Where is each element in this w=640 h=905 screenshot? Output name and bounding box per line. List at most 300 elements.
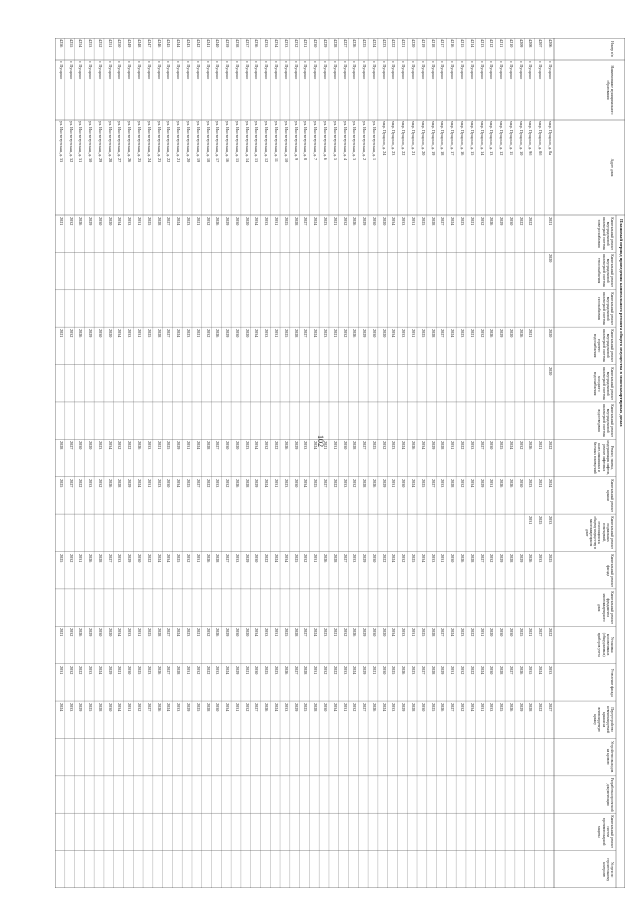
row-year: 2031 (146, 478, 152, 488)
row-year: 2021 (58, 217, 64, 226)
row-settlement: г. Пущино (342, 61, 348, 80)
header-work-11: Установка коллективных (общедомовых) приборов учета (597, 633, 614, 657)
row-address: ул. Институтская, д. 29 (97, 121, 103, 163)
row-year: 2020 (508, 329, 514, 338)
row-num: 4223 (381, 39, 387, 48)
row-year: 2031 (274, 478, 280, 488)
row-settlement: г. Пущино (459, 61, 465, 80)
row-settlement: г. Пущино (205, 61, 211, 80)
row-year: 2034 (117, 628, 123, 637)
row-year: 2022 (548, 441, 553, 450)
row-year: 2030 (107, 703, 113, 712)
row-settlement: г. Пущино (88, 61, 94, 80)
row-year: 2029 (440, 665, 446, 675)
row-year: 2030 (371, 217, 377, 226)
row-settlement: г. Пущино (371, 61, 377, 80)
row-settlement: г. Пущино (97, 61, 103, 80)
row-settlement: г. Пущино (548, 61, 553, 80)
row-year: 2026 (156, 665, 162, 675)
row-address: ул. Институтская, д. 5 (332, 121, 338, 161)
row-year: 2021 (244, 665, 250, 675)
row-year: 2034 (332, 703, 338, 712)
row-settlement: г. Пущино (440, 61, 446, 80)
row-year: 2029 (244, 553, 250, 562)
row-year: 2026 (215, 628, 221, 637)
row-year: 2029 (362, 628, 368, 637)
row-num: 4213 (479, 39, 485, 48)
row-year: 2030 (97, 329, 103, 338)
row-year: 2021 (195, 329, 201, 338)
row-num: 4228 (332, 39, 338, 48)
row-year: 2030 (234, 217, 240, 226)
row-year: 2032 (401, 553, 407, 562)
row-year: 2030 (254, 665, 260, 675)
row-num: 4237 (244, 39, 250, 48)
row-year: 2034 (117, 329, 123, 338)
row-year: 2028 (293, 217, 299, 226)
row-year: 2027 (479, 441, 485, 450)
row-num: 4226 (352, 39, 358, 48)
row-year: 2034 (303, 478, 309, 488)
row-year: 2023 (185, 217, 191, 226)
row-address: ул. Институтская, д. 32 (68, 121, 74, 163)
header-work-16: Капитальный ремонт систем противопожарной защиты (597, 815, 614, 849)
row-num: 4230 (313, 39, 319, 48)
row-year: 2021 (548, 217, 553, 226)
row-year: 2023 (459, 329, 465, 338)
row-address: мкр. Пущино, д. 17 (450, 121, 456, 156)
row-year: 2029 (362, 665, 368, 675)
row-year: 2021 (322, 441, 328, 450)
row-year: 2025 (264, 665, 270, 675)
row-year: 2030 (215, 703, 221, 712)
row-year: 2028 (430, 665, 436, 675)
row-address: ул. Институтская, д. 26 (127, 121, 133, 163)
row-num: 4248 (137, 39, 143, 48)
row-year: 2029 (293, 703, 299, 712)
row-year: 2032 (97, 478, 103, 488)
row-address: ул. Институтская, д. 16 (225, 121, 231, 163)
row-year: 2020 (244, 217, 250, 226)
row-year: 2029 (401, 703, 407, 712)
row-year: 2030 (499, 628, 505, 637)
row-year: 2030 (420, 703, 426, 712)
row-year: 2020 (107, 628, 113, 637)
row-year: 2026 (78, 329, 84, 338)
row-num: 4215 (459, 39, 465, 48)
row-year: 2034 (107, 441, 113, 450)
row-num: 4238 (234, 39, 240, 48)
row-settlement: г. Пущино (401, 61, 407, 80)
row-year: 2021 (469, 329, 475, 338)
row-year: 2024 (58, 703, 64, 712)
row-year: 2027 (166, 665, 172, 675)
row-num: 4219 (420, 39, 426, 48)
row-year: 2034 (469, 478, 475, 488)
row-year: 2022 (469, 628, 475, 637)
row-year: 2030 (508, 628, 514, 637)
row-year: 2022 (459, 441, 465, 450)
row-year: 2020 (107, 329, 113, 338)
row-year: 2030 (166, 478, 172, 488)
row-year: 2033 (264, 329, 270, 338)
row-settlement: г. Пущино (411, 61, 417, 80)
row-year: 2029 (88, 628, 94, 637)
row-year: 2023 (97, 441, 103, 450)
row-year: 2026 (440, 703, 446, 712)
row-address: ул. Институтская, д. 24 (146, 121, 152, 163)
row-year: 2033 (68, 703, 74, 712)
header-work-2: Капитальный ремонт внутридомовой инженерной системы газоснабжения (597, 292, 614, 325)
row-year: 2031 (234, 703, 240, 712)
row-year: 2032 (185, 553, 191, 562)
row-year: 2031 (274, 217, 280, 226)
row-year: 2025 (391, 665, 397, 675)
row-num: 4212 (489, 39, 495, 48)
row-num: 4250 (117, 39, 123, 48)
row-settlement: г. Пущино (244, 61, 250, 80)
row-year: 2020 (244, 628, 250, 637)
row-num: 4207 (538, 39, 544, 48)
row-address: мкр. Пущино, д. 23 (391, 121, 397, 156)
row-year: 2033 (264, 628, 270, 637)
row-year: 2032 (117, 441, 123, 450)
row-address: мкр. Пущино, д. 8а (548, 121, 553, 156)
row-year: 2031 (185, 441, 191, 450)
row-year: 2026 (518, 329, 524, 338)
row-year: 2031 (391, 478, 397, 488)
row-year: 2020 (381, 628, 387, 637)
row-settlement: г. Пущино (499, 61, 505, 80)
row-num: 4220 (411, 39, 417, 48)
row-num: 4236 (254, 39, 260, 48)
row-year: 2020 (234, 441, 240, 450)
row-year: 2027 (303, 217, 309, 226)
row-year: 2029 (430, 441, 436, 450)
row-settlement: г. Пущино (489, 61, 495, 80)
row-settlement: г. Пущино (254, 61, 260, 80)
row-year: 2031 (313, 553, 319, 562)
row-year: 2030 (127, 665, 133, 675)
row-year: 2033 (391, 703, 397, 712)
row-year: 2023 (156, 478, 162, 488)
row-year: 2030 (508, 217, 514, 226)
row-year: 2033 (548, 665, 553, 675)
row-year: 2022 (205, 665, 211, 675)
row-year: 2031 (78, 553, 84, 562)
row-address: ул. Институтская, д. 11 (274, 121, 280, 163)
row-settlement: г. Пущино (264, 61, 270, 80)
row-year: 2025 (499, 703, 505, 712)
row-settlement: г. Пущино (166, 61, 172, 80)
row-year: 2028 (430, 217, 436, 226)
header-work-1: Капитальный ремонт внутридомовой инженерной системы теплоснабжения (597, 254, 614, 288)
row-year: 2023 (283, 478, 289, 488)
row-settlement: г. Пущино (127, 61, 133, 80)
row-settlement: г. Пущино (137, 61, 143, 80)
row-year: 2025 (499, 441, 505, 450)
row-settlement: г. Пущино (78, 61, 84, 80)
row-address: ул. Институтская, д. 27 (117, 121, 123, 163)
row-year: 2024 (166, 703, 172, 712)
row-year: 2032 (68, 628, 74, 637)
row-year: 2021 (538, 478, 544, 488)
row-year: 2027 (68, 441, 74, 450)
row-year: 2029 (499, 217, 505, 226)
row-year: 2033 (469, 441, 475, 450)
row-num: 4214 (469, 39, 475, 48)
row-year: 2027 (166, 217, 172, 226)
row-year: 2033 (342, 665, 348, 675)
row-year: 2031 (274, 329, 280, 338)
row-year: 2034 (391, 217, 397, 226)
row-year: 2033 (548, 516, 553, 525)
row-year: 2032 (518, 441, 524, 450)
row-year: 2023 (459, 628, 465, 637)
row-year: 2034 (469, 703, 475, 712)
row-year: 2026 (411, 441, 417, 450)
row-year: 2022 (538, 703, 544, 712)
row-year: 2021 (195, 217, 201, 226)
row-year: 2030 (381, 665, 387, 675)
row-year: 2029 (254, 478, 260, 488)
row-year: 2031 (450, 665, 456, 675)
row-year: 2023 (322, 628, 328, 637)
row-year: 2027 (166, 329, 172, 338)
row-year: 2025 (58, 553, 64, 562)
row-year: 2026 (137, 441, 143, 450)
row-year: 2025 (166, 441, 172, 450)
row-address: ул. Институтская, д. 20 (185, 121, 191, 163)
row-year: 2026 (489, 217, 495, 226)
row-address: ул. Институтская, д. 1 (371, 121, 377, 161)
row-year: 2026 (508, 703, 514, 712)
header-work-6: Ремонт, замена, модернизация лифтов, ремонт лифтовых шахт, машинных и блочных помещений (593, 440, 614, 476)
row-year: 2028 (205, 441, 211, 450)
row-year: 2022 (264, 553, 270, 562)
row-settlement: г. Пущино (146, 61, 152, 80)
row-address: ул. Институтская, д. 25 (137, 121, 143, 163)
row-year: 2021 (58, 329, 64, 338)
row-settlement: г. Пущино (283, 61, 289, 80)
row-year: 2029 (78, 703, 84, 712)
row-year: 2029 (518, 703, 524, 712)
row-address: мкр. Пущино, д. 21 (411, 121, 417, 156)
row-year: 2023 (391, 441, 397, 450)
row-year: 2024 (411, 478, 417, 488)
row-year: 2029 (381, 478, 387, 488)
row-year: 2025 (283, 628, 289, 637)
row-num: 4208 (528, 39, 534, 48)
row-address: ул. Институтская, д. 18 (205, 121, 211, 163)
row-year: 2034 (176, 478, 182, 488)
row-settlement: г. Пущино (518, 61, 524, 80)
row-year: 2025 (313, 478, 319, 488)
row-num: 4222 (391, 39, 397, 48)
row-year: 2025 (293, 553, 299, 562)
row-year: 2025 (88, 703, 94, 712)
row-address: мкр. Пущино, д. 18 (440, 121, 446, 156)
row-address: мкр. Пущино, д. 13 (489, 121, 495, 156)
row-year: 2025 (283, 217, 289, 226)
row-year: 2022 (469, 665, 475, 675)
row-year: 2033 (88, 665, 94, 675)
row-year: 2026 (205, 553, 211, 562)
row-address: ул. Институтская, д. 28 (107, 121, 113, 163)
row-address: ул. Институтская, д. 31 (78, 121, 84, 163)
row-year: 2031 (195, 553, 201, 562)
row-address: мкр. Пущино, д. 16 (459, 121, 465, 156)
header-num: Номер п/п (610, 41, 614, 57)
row-settlement: г. Пущино (332, 61, 338, 80)
row-year: 2028 (313, 703, 319, 712)
row-year: 2026 (78, 217, 84, 226)
row-year: 2025 (420, 478, 426, 488)
row-year: 2031 (127, 703, 133, 712)
row-address: ул. Институтская, д. 2 (362, 121, 368, 161)
row-year: 2034 (391, 329, 397, 338)
row-year: 2025 (420, 329, 426, 338)
row-num: 4251 (107, 39, 113, 48)
row-year: 2027 (450, 703, 456, 712)
row-address: ул. Институтская, д. 8 (303, 121, 309, 161)
row-year: 2028 (430, 329, 436, 338)
row-year: 2033 (352, 553, 358, 562)
row-year: 2029 (225, 217, 231, 226)
row-year: 2026 (528, 441, 534, 450)
row-num: 4234 (274, 39, 280, 48)
row-year: 2030 (322, 703, 328, 712)
row-year: 2032 (342, 329, 348, 338)
row-year: 2027 (215, 441, 221, 450)
row-address: ул. Институтская, д. 13 (254, 121, 260, 163)
row-year: 2024 (450, 217, 456, 226)
row-settlement: г. Пущино (156, 61, 162, 80)
row-year: 2022 (205, 478, 211, 488)
row-year: 2022 (78, 478, 84, 488)
row-year: 2025 (303, 703, 309, 712)
row-year: 2030 (371, 329, 377, 338)
header-work-15: Разработка проектной документации (605, 777, 614, 812)
row-settlement: г. Пущино (117, 61, 123, 80)
row-year: 2027 (166, 628, 172, 637)
row-year: 2028 (352, 441, 358, 450)
row-year: 2029 (518, 553, 524, 562)
row-year: 2029 (176, 441, 182, 450)
row-year: 2035 (528, 665, 534, 675)
row-year: 2026 (78, 628, 84, 637)
row-year: 2032 (459, 665, 465, 675)
row-year: 2029 (362, 329, 368, 338)
row-settlement: г. Пущино (58, 61, 64, 80)
row-year: 2024 (274, 553, 280, 562)
row-year: 2033 (489, 703, 495, 712)
row-year: 2023 (322, 217, 328, 226)
row-num: 4247 (146, 39, 152, 48)
row-year: 2028 (117, 478, 123, 488)
row-year: 2031 (332, 441, 338, 450)
row-year: 2028 (244, 478, 250, 488)
row-year: 2034 (391, 628, 397, 637)
row-address: ул. Институтская, д. 22 (166, 121, 172, 163)
row-year: 2028 (362, 478, 368, 488)
row-year: 2031 (411, 217, 417, 226)
row-address: ул. Институтская, д. 19 (195, 121, 201, 163)
row-settlement: г. Пущино (195, 61, 201, 80)
row-year: 2032 (342, 217, 348, 226)
row-year: 2033 (127, 329, 133, 338)
row-year: 2026 (352, 329, 358, 338)
row-year: 2033 (234, 553, 240, 562)
row-year: 2024 (548, 478, 553, 488)
row-year: 2029 (499, 553, 505, 562)
row-year: 2022 (381, 553, 387, 562)
row-year: 2025 (146, 217, 152, 226)
header-work-4: Капитальный ремонт внутридомовой инженерной системы холодного водоснабжения (593, 366, 614, 400)
row-year: 2027 (548, 703, 553, 712)
row-year: 2026 (215, 329, 221, 338)
row-year: 2025 (176, 553, 182, 562)
row-num: 4225 (362, 39, 368, 48)
row-year: 2027 (225, 553, 231, 562)
row-year: 2032 (68, 665, 74, 675)
row-year: 2024 (391, 553, 397, 562)
row-year: 2027 (107, 553, 113, 562)
row-year: 2031 (479, 628, 485, 637)
row-year: 2026 (156, 703, 162, 712)
row-num: 4221 (401, 39, 407, 48)
row-year: 2027 (362, 441, 368, 450)
row-year: 2033 (303, 441, 309, 450)
row-year: 2023 (274, 665, 280, 675)
header-work-9: Капитальный ремонт фасада (605, 553, 614, 587)
row-year: 2025 (420, 217, 426, 226)
row-year: 2031 (185, 665, 191, 675)
row-year: 2024 (176, 217, 182, 226)
row-year: 2021 (332, 628, 338, 637)
row-year: 2034 (117, 217, 123, 226)
row-year: 2030 (518, 478, 524, 488)
row-settlement: г. Пущино (68, 61, 74, 80)
row-year: 2029 (127, 478, 133, 488)
row-year: 2024 (274, 703, 280, 712)
row-year: 2021 (332, 329, 338, 338)
row-year: 2023 (411, 665, 417, 675)
row-year: 2025 (430, 703, 436, 712)
row-settlement: г. Пущино (176, 61, 182, 80)
row-year: 2027 (254, 703, 260, 712)
row-year: 2022 (274, 441, 280, 450)
row-settlement: г. Пущино (479, 61, 485, 80)
row-year: 2025 (146, 329, 152, 338)
row-year: 2027 (68, 478, 74, 488)
row-year: 2024 (97, 665, 103, 675)
row-address: ул. Институтская, д. 33 (58, 121, 64, 163)
row-year: 2023 (528, 478, 534, 488)
row-year: 2028 (440, 441, 446, 450)
row-year: 2033 (146, 441, 152, 450)
row-year: 2032 (195, 665, 201, 675)
row-year: 2026 (528, 553, 534, 562)
header-address: Адрес дома (610, 158, 614, 177)
row-settlement: г. Пущино (234, 61, 240, 80)
row-year: 2030 (97, 217, 103, 226)
row-settlement: г. Пущино (420, 61, 426, 80)
row-year: 2028 (411, 703, 417, 712)
row-address: мкр. Пущино, д. 8б (538, 121, 544, 156)
header-work-7: Капитальный ремонт крыши (605, 479, 614, 512)
row-year: 2030 (489, 665, 495, 675)
